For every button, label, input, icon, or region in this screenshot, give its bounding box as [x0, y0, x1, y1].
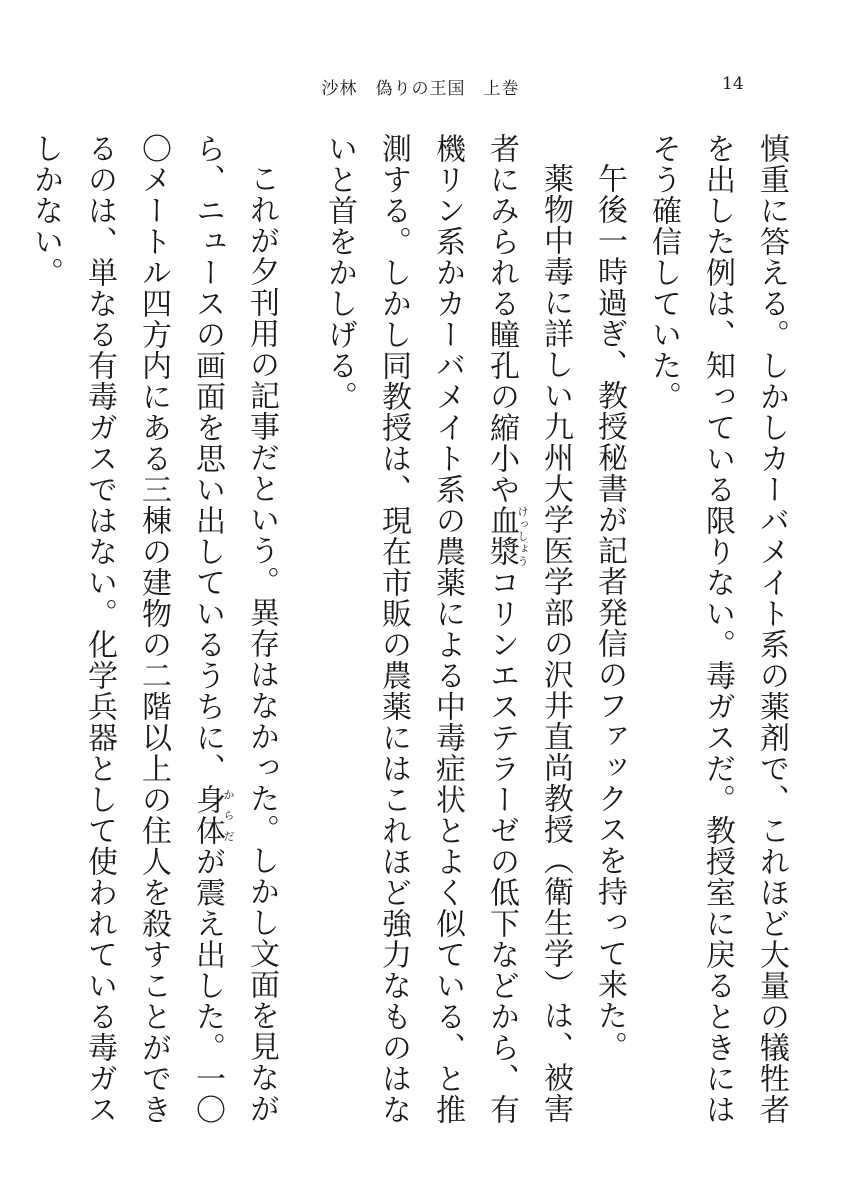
ruby-reading: けっしょう [516, 505, 529, 567]
paragraph-text: 薬物中毒に詳しい九州大学医学部の沢井直尚教授（衛生学）は、被害者にみられる瞳孔の縮小や [484, 133, 573, 1124]
ruby-base: 血漿 [484, 505, 519, 567]
paragraph [18, 133, 288, 1128]
ruby-reading: からだ [222, 784, 235, 846]
page-number: 14 [722, 74, 744, 94]
paragraph-text: 慎重に答える。しかしカーバメイト系の薬剤で、これほど大量の犠牲者を出した例は、知っている限りない。毒ガスだ。教授室に戻るときにはそう確信していた。 [646, 133, 789, 1125]
paragraph [636, 133, 798, 1128]
paragraph-text: これが夕刊用の記事だという。異存はなかった。しかし文面を見ながら、ニュースの画面を思い出しているうちに、 [190, 133, 279, 1124]
vertical-text-body [28, 133, 798, 1128]
paragraph [312, 133, 582, 1128]
paragraph-text: コリンエステラーゼの低下などから、有機リン系かカーバメイト系の農薬による中毒症状とよく似ている、と推測する。しかし同教授は、現在市販の農薬にはこれほど強力なものはないと首をかしげる。 [322, 133, 519, 1125]
ruby-annotation [484, 505, 529, 567]
ruby-annotation [190, 784, 235, 846]
paragraph-text: 午後一時過ぎ、教授秘書が記者発信のファックスを持って来た。 [592, 163, 627, 1062]
paragraph-text: が震え出した。一〇〇メートル四方内にある三棟の建物の二階以上の住人を殺すことができるのは、単なる有毒ガスではない。化学兵器として使われている毒ガスしかない。 [28, 133, 225, 1125]
running-header-title: 沙林 偽りの王国 上巻 [321, 79, 520, 99]
ruby-base: 身体 [190, 784, 225, 846]
paragraph [582, 133, 636, 1128]
